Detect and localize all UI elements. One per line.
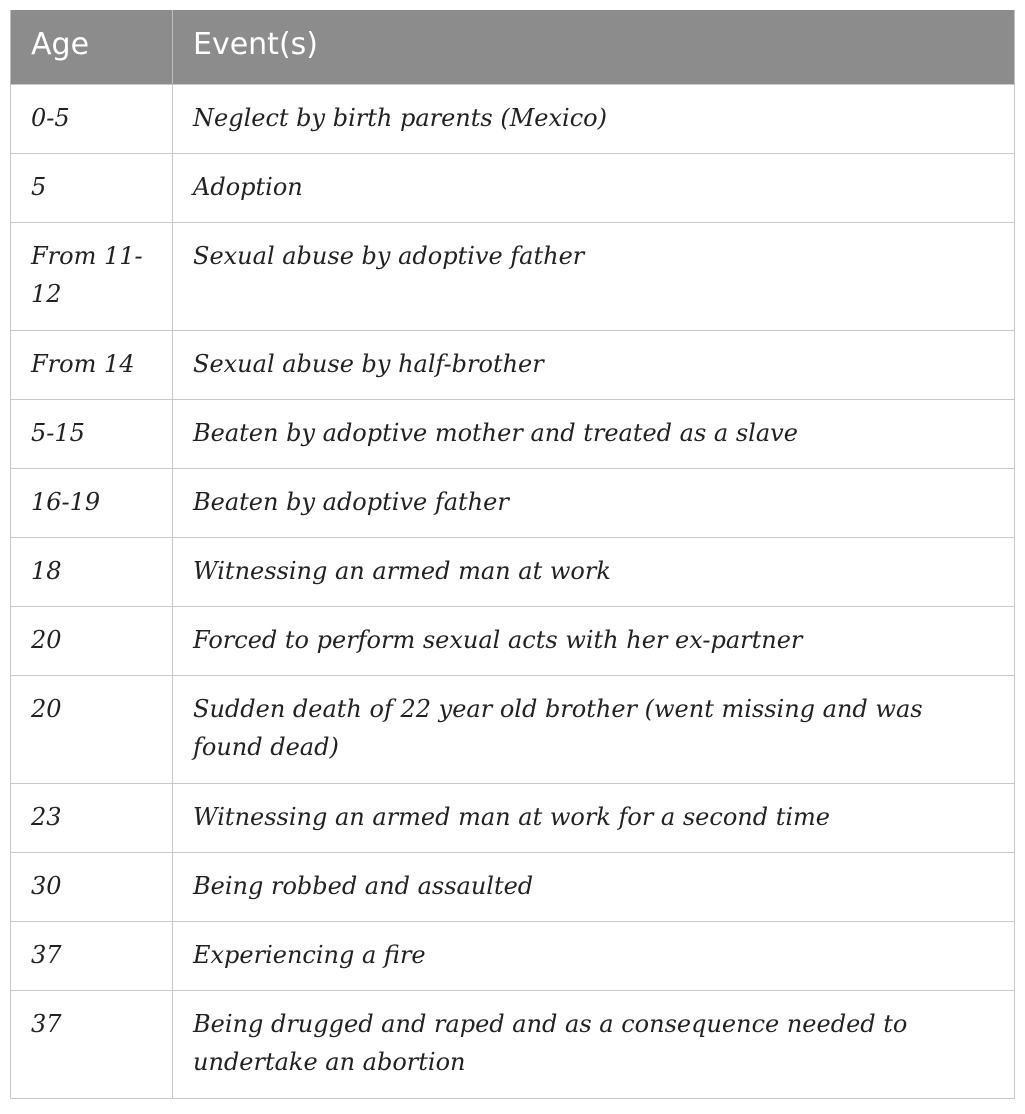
table-row <box>11 675 1015 783</box>
table-row <box>11 330 1015 399</box>
header-age: Age <box>11 10 173 84</box>
table-row <box>11 990 1015 1098</box>
age-cell: 16-19 <box>11 468 173 537</box>
event-cell: Beaten by adoptive mother and treated as a slave <box>173 399 1015 468</box>
age-cell: 20 <box>11 675 173 783</box>
age-cell: 20 <box>11 606 173 675</box>
age-cell: 5-15 <box>11 399 173 468</box>
event-cell: Beaten by adoptive father <box>173 468 1015 537</box>
table-row <box>11 222 1015 330</box>
event-cell: Witnessing an armed man at work for a second time <box>173 783 1015 852</box>
trauma-events-table <box>10 10 1015 1099</box>
age-cell: 37 <box>11 921 173 990</box>
event-cell: Adoption <box>173 153 1015 222</box>
age-cell: From 14 <box>11 330 173 399</box>
table-row <box>11 399 1015 468</box>
event-cell: Sexual abuse by half-brother <box>173 330 1015 399</box>
table-row <box>11 153 1015 222</box>
table-row <box>11 783 1015 852</box>
age-cell: 37 <box>11 990 173 1098</box>
table-row <box>11 606 1015 675</box>
trauma-events-table-container <box>10 10 1014 1099</box>
header-row <box>11 10 1015 84</box>
table-row <box>11 537 1015 606</box>
header-events: Event(s) <box>173 10 1015 84</box>
event-cell: Sudden death of 22 year old brother (went missing and was found dead) <box>173 675 1015 783</box>
age-cell: 18 <box>11 537 173 606</box>
event-cell: Sexual abuse by adoptive father <box>173 222 1015 330</box>
event-cell: Being robbed and assaulted <box>173 852 1015 921</box>
table-row <box>11 852 1015 921</box>
table-row <box>11 468 1015 537</box>
age-cell: 5 <box>11 153 173 222</box>
table-body <box>11 84 1015 1098</box>
age-cell: 30 <box>11 852 173 921</box>
table-row <box>11 84 1015 153</box>
event-cell: Neglect by birth parents (Mexico) <box>173 84 1015 153</box>
event-cell: Forced to perform sexual acts with her ex-partner <box>173 606 1015 675</box>
age-cell: From 11-12 <box>11 222 173 330</box>
table-row <box>11 921 1015 990</box>
event-cell: Experiencing a fire <box>173 921 1015 990</box>
age-cell: 23 <box>11 783 173 852</box>
event-cell: Being drugged and raped and as a consequence needed to undertake an abortion <box>173 990 1015 1098</box>
age-cell: 0-5 <box>11 84 173 153</box>
table-header <box>11 10 1015 84</box>
event-cell: Witnessing an armed man at work <box>173 537 1015 606</box>
